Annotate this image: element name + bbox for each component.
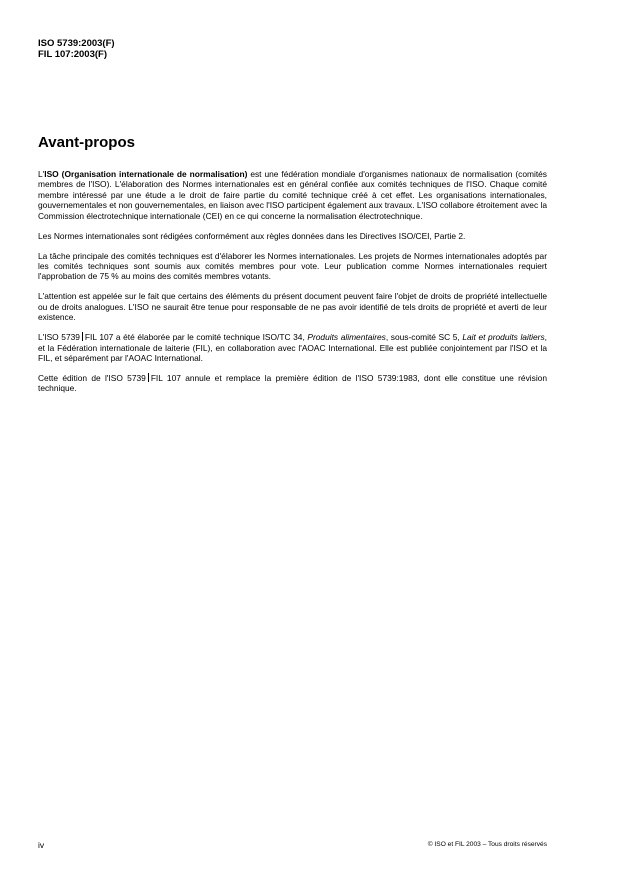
standard-number-iso: ISO 5739:2003(F) (38, 38, 115, 49)
p5-part-b: FIL 107 a été élaborée par le comité technique ISO/TC 34, (84, 332, 308, 343)
paragraph-3: La tâche principale des comités techniques est d'élaborer les Normes internationales. Les projets de Normes internationales adoptés par les comités techniques sont soumis aux comités membres pour vote. Leur publication comme Normes internationales requiert l'approbation de 75 % au moins des comités membres votants. (38, 250, 547, 282)
paragraph-2: Les Normes internationales sont rédigées conformément aux règles données dans les Directives ISO/CEI, Partie 2. (38, 230, 466, 241)
p6-part-b: FIL 107 annule et remplace la première édition de l'ISO 5739:1983, dont elle constitue une révision technique. (38, 373, 547, 394)
p5-part-d: , sous-comité SC 5, (385, 332, 463, 343)
p5-part-a: L'ISO 5739 (38, 332, 80, 343)
p1-prefix: L' (38, 169, 45, 179)
p5-part-f: , et la Fédération internationale de laiterie (FIL), en collaboration avec l'AOAC International. Elle est publiée conjointement par l'ISO et la FIL, et séparément par l'AOAC International. (38, 332, 547, 364)
paragraph-1 (38, 169, 547, 221)
separator-bar (148, 373, 149, 382)
document-header (38, 38, 115, 60)
paragraph-6 (38, 373, 547, 394)
copyright-notice: © ISO et FIL 2003 – Tous droits réservés (427, 841, 547, 848)
p5-italic-produits: Produits alimentaires (307, 332, 386, 343)
iso-definition-bold: ISO (Organisation internationale de normalisation) (44, 169, 248, 179)
standard-number-fil: FIL 107:2003(F) (38, 49, 107, 60)
p6-part-a: Cette édition de l'ISO 5739 (38, 373, 146, 384)
paragraph-4: L'attention est appelée sur le fait que certains des éléments du présent document peuvent faire l'objet de droits de propriété intellectuelle ou de droits analogues. L'ISO ne saurait être tenue pour responsable de ne pas avoir identifié de tels droits de propriété et averti de leur existence. (38, 291, 547, 323)
page-number: iv (38, 840, 45, 850)
paragraph-5 (38, 332, 547, 363)
separator-bar (82, 332, 83, 341)
section-title: Avant-propos (38, 134, 135, 151)
p1-rest: est une fédération mondiale d'organismes nationaux de normalisation (comités membres de l'ISO). L'élaboration des Normes internationales est en général confiée aux comités techniques de l'ISO. Chaque comité membre intéressé par une étude a le droit de faire partie du comité technique créé à cet effet. Les organisations internationales, gouvernementales et non gouvernementales, en liaison avec l'ISO participent également aux travaux. L'ISO collabore étroitement avec la Commission électrotechnique internationale (CEI) en ce qui concerne la normalisation électrotechnique. (38, 169, 547, 221)
foreword-body (38, 169, 547, 403)
p5-italic-lait: Lait et produits laitiers (462, 332, 545, 343)
